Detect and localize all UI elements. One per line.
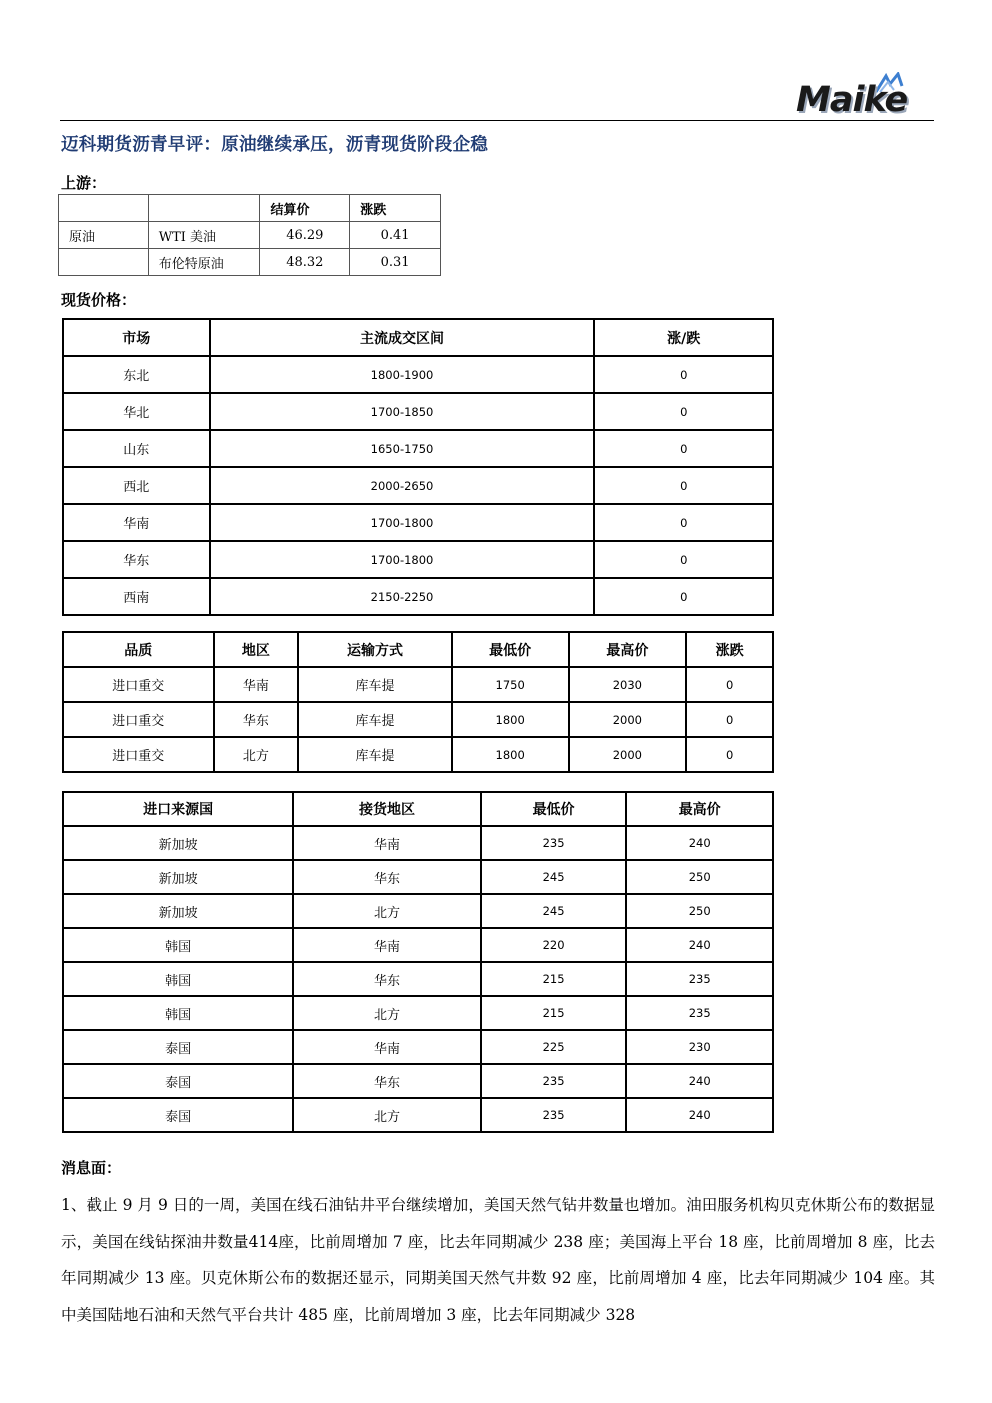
table-cell: 华南: [293, 928, 480, 962]
table-cell: 2030: [569, 667, 687, 702]
table-header-cell: 接货地区: [293, 792, 480, 826]
table-cell: 山东: [63, 430, 210, 467]
table-row: [63, 667, 773, 702]
table-cell: 0: [594, 393, 773, 430]
table-header-cell: 涨跌: [686, 632, 773, 667]
table-row: [63, 962, 773, 996]
table-cell: 240: [626, 1098, 773, 1132]
table-row: [63, 578, 773, 615]
table-header-cell: 地区: [214, 632, 299, 667]
table-cell: 西北: [63, 467, 210, 504]
table-cell: 布伦特原油: [148, 249, 260, 276]
table-cell: 华东: [214, 702, 299, 737]
table-cell: 北方: [293, 894, 480, 928]
table-row: [63, 826, 773, 860]
table-header-cell: 进口来源国: [63, 792, 293, 826]
table-cell: 235: [481, 1098, 627, 1132]
table-cell: 240: [626, 826, 773, 860]
table-cell: 进口重交: [63, 702, 214, 737]
table-cell: 韩国: [63, 962, 293, 996]
table-header-cell: 涨跌: [350, 195, 441, 222]
table-cell: 北方: [293, 996, 480, 1030]
table-cell: 235: [481, 1064, 627, 1098]
table-cell: 1750: [452, 667, 569, 702]
table-cell: 2000: [569, 737, 687, 772]
table-cell: 240: [626, 1064, 773, 1098]
table-row: [63, 928, 773, 962]
table-cell: 韩国: [63, 996, 293, 1030]
table-header-cell: 最高价: [626, 792, 773, 826]
table-cell: 0: [594, 467, 773, 504]
table-header-cell: 运输方式: [298, 632, 452, 667]
table-header-cell: 最高价: [569, 632, 687, 667]
table-cell: 250: [626, 860, 773, 894]
table-cell: 1800: [452, 702, 569, 737]
table-row: [63, 860, 773, 894]
table-row: [63, 393, 773, 430]
table-row: [63, 702, 773, 737]
table-cell: 华北: [63, 393, 210, 430]
table-cell: 235: [626, 996, 773, 1030]
table-cell: 1800-1900: [210, 356, 595, 393]
table-cell: [59, 249, 149, 276]
table-cell: 48.32: [260, 249, 350, 276]
table-header-row: [63, 319, 773, 356]
table-header-cell: [148, 195, 260, 222]
table-cell: 235: [481, 826, 627, 860]
table-cell: 0: [686, 702, 773, 737]
table-header-cell: [59, 195, 149, 222]
table-cell: 1700-1800: [210, 504, 595, 541]
table-cell: 0: [686, 667, 773, 702]
header-rule: [60, 120, 934, 121]
logo-text: Maike: [796, 80, 908, 120]
table-cell: 北方: [214, 737, 299, 772]
table-cell: 进口重交: [63, 737, 214, 772]
table-cell: 240: [626, 928, 773, 962]
table-cell: 0: [594, 430, 773, 467]
table-cell: 2000-2650: [210, 467, 595, 504]
table-row: [63, 1098, 773, 1132]
table-cell: 泰国: [63, 1064, 293, 1098]
table-cell: 215: [481, 962, 627, 996]
table-cell: 泰国: [63, 1098, 293, 1132]
table-cell: 泰国: [63, 1030, 293, 1064]
table-row: [63, 504, 773, 541]
table-cell: 225: [481, 1030, 627, 1064]
table-cell: 1650-1750: [210, 430, 595, 467]
table-header-row: [63, 632, 773, 667]
table-cell: 2150-2250: [210, 578, 595, 615]
table-header-cell: 主流成交区间: [210, 319, 595, 356]
table-cell: 250: [626, 894, 773, 928]
upstream-table: [58, 194, 441, 276]
table-cell: 新加坡: [63, 826, 293, 860]
table-header-row: [63, 792, 773, 826]
table-cell: 华东: [293, 1064, 480, 1098]
table-cell: 1800: [452, 737, 569, 772]
table-header-cell: 品质: [63, 632, 214, 667]
table-cell: 235: [626, 962, 773, 996]
table-cell: WTI 美油: [148, 222, 260, 249]
table-header-cell: 结算价: [260, 195, 350, 222]
table-cell: 原油: [59, 222, 149, 249]
table-cell: 245: [481, 860, 627, 894]
table-cell: 2000: [569, 702, 687, 737]
news-label: 消息面：: [61, 1159, 122, 1177]
imported-price-table: [62, 631, 774, 773]
table-row: [63, 541, 773, 578]
table-row: [63, 1064, 773, 1098]
table-header-row: [59, 195, 441, 222]
table-cell: 0: [594, 541, 773, 578]
spot-label: 现货价格：: [61, 291, 137, 309]
table-cell: 1700-1800: [210, 541, 595, 578]
table-cell: 230: [626, 1030, 773, 1064]
table-cell: 韩国: [63, 928, 293, 962]
table-cell: 华东: [293, 962, 480, 996]
table-cell: 1700-1850: [210, 393, 595, 430]
news-paragraph: 1、截止 9 月 9 日的一周，美国在线石油钻井平台继续增加，美国天然气钻井数量也增加。油田服务机构贝克休斯公布的数据显示，美国在线钻探油井数量414座，比前周增加 7 座，比去年同期减少 238 座；美国海上平台 18 座，比前周增加 8 座，比去年同期减少 13 座。贝克休斯公布的数据还显示，同期美国天然气井数 92 座，比前周增加 4 座，比去年同期减少 104 座。其中美国陆地石油和天然气平台共计 485 座，比前周增加 3 座，比去年同期减少 328: [61, 1196, 935, 1324]
table-cell: 0: [594, 578, 773, 615]
table-cell: 46.29: [260, 222, 350, 249]
table-header-cell: 最低价: [452, 632, 569, 667]
table-cell: 新加坡: [63, 860, 293, 894]
table-row: [63, 430, 773, 467]
table-row: [63, 737, 773, 772]
table-cell: 华南: [293, 826, 480, 860]
table-cell: 库车提: [298, 737, 452, 772]
page-title: 迈科期货沥青早评：原油继续承压，沥青现货阶段企稳: [61, 135, 489, 155]
spot-price-table: [62, 318, 774, 616]
table-cell: 220: [481, 928, 627, 962]
table-cell: 0.31: [350, 249, 441, 276]
table-cell: 245: [481, 894, 627, 928]
table-row: [63, 1030, 773, 1064]
table-cell: 0.41: [350, 222, 441, 249]
table-row: [63, 356, 773, 393]
table-cell: 0: [594, 356, 773, 393]
table-cell: 华南: [293, 1030, 480, 1064]
table-cell: 华东: [293, 860, 480, 894]
table-row: [59, 249, 441, 276]
import-source-table: [62, 791, 774, 1133]
table-cell: 西南: [63, 578, 210, 615]
maike-logo: [792, 72, 932, 120]
table-cell: 北方: [293, 1098, 480, 1132]
table-cell: 华南: [214, 667, 299, 702]
table-row: [63, 894, 773, 928]
table-cell: 0: [686, 737, 773, 772]
table-cell: 新加坡: [63, 894, 293, 928]
table-cell: 东北: [63, 356, 210, 393]
table-row: [63, 467, 773, 504]
table-header-cell: 市场: [63, 319, 210, 356]
table-cell: 215: [481, 996, 627, 1030]
upstream-label: 上游：: [61, 174, 107, 192]
table-row: [63, 996, 773, 1030]
table-cell: 库车提: [298, 702, 452, 737]
table-row: [59, 222, 441, 249]
table-cell: 华东: [63, 541, 210, 578]
table-header-cell: 涨/跌: [594, 319, 773, 356]
table-cell: 库车提: [298, 667, 452, 702]
table-cell: 进口重交: [63, 667, 214, 702]
table-header-cell: 最低价: [481, 792, 627, 826]
table-cell: 华南: [63, 504, 210, 541]
table-cell: 0: [594, 504, 773, 541]
